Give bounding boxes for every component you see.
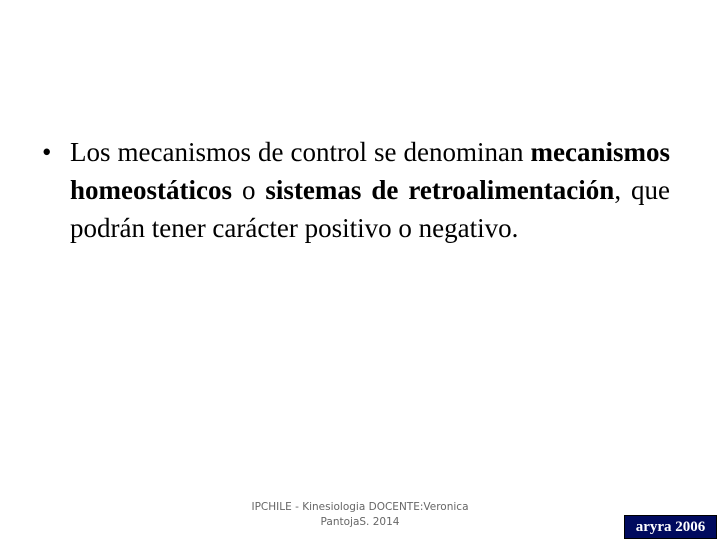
bullet-ending: , que podrán tener carácter positivo o negativo. [70, 175, 671, 243]
footer-credit [225, 500, 495, 530]
bullet-point [40, 133, 670, 247]
footer-line-1: IPCHILE - Kinesiologia DOCENTE:Veronica [251, 501, 469, 513]
bullet-term-homeostatic: mecanismos homeostáticos [70, 137, 670, 205]
footer-line-2: PantojaS. 2014 [320, 516, 400, 528]
bullet-connector: o [231, 175, 266, 205]
bullet-intro: Los mecanismos de control se denominan [70, 137, 531, 167]
author-badge: aryra 2006 [624, 515, 717, 539]
bullet-marker: • [42, 137, 52, 167]
bullet-term-feedback: sistemas de retroalimentación [265, 175, 615, 205]
bullet-text [70, 133, 670, 247]
